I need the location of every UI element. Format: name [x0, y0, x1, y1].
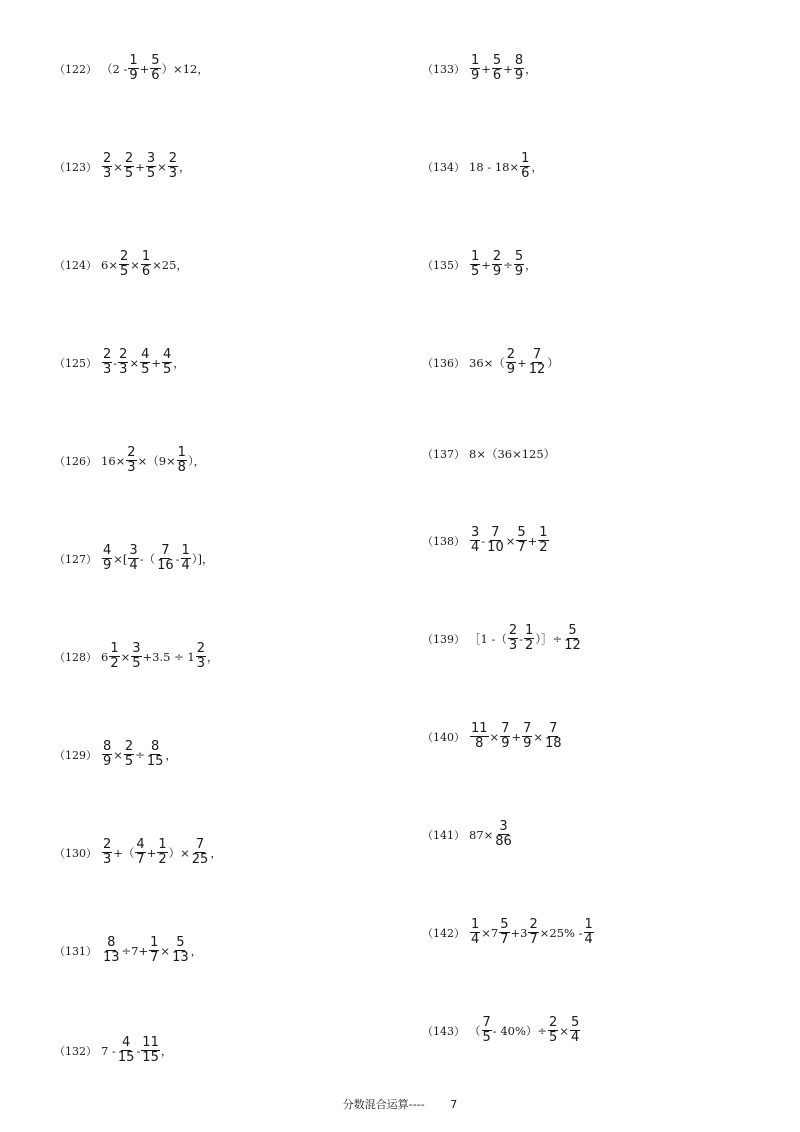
fraction-numerator: 2: [508, 623, 518, 638]
expression-text: ，: [525, 257, 537, 272]
problem-124: [54, 250, 188, 279]
fraction: [150, 54, 160, 83]
fraction-numerator: 1: [177, 445, 186, 460]
problem-125: [54, 348, 185, 377]
expression-text: +（: [113, 845, 135, 860]
fraction-denominator: 5: [124, 754, 134, 769]
fraction-numerator: 3: [146, 151, 156, 166]
fraction: [171, 936, 190, 965]
fraction-numerator: 3: [129, 543, 138, 558]
fraction-numerator: 11: [142, 1035, 159, 1050]
fraction: [146, 152, 156, 181]
fraction: [470, 918, 480, 947]
fraction-denominator: 9: [506, 362, 516, 377]
problem-number: （132）: [54, 1044, 97, 1058]
problem-number: （136）: [422, 356, 465, 370]
problem-number: （140）: [422, 730, 465, 744]
expression-text: +: [511, 729, 522, 744]
fraction: [528, 348, 547, 377]
expression-text: ，: [525, 61, 537, 76]
expression-text: ×: [505, 533, 516, 548]
fraction-numerator: 2: [492, 249, 502, 264]
problem-number: （133）: [422, 62, 465, 76]
fraction: [470, 722, 489, 751]
problem-137: [422, 446, 555, 462]
problem-number: （137）: [422, 448, 465, 461]
problem-123: [54, 152, 191, 181]
fraction: [140, 348, 150, 377]
problem-number: （124）: [54, 258, 97, 272]
fraction-denominator: 4: [181, 558, 190, 573]
problem-142: [422, 918, 595, 947]
fraction: [506, 348, 516, 377]
fraction-numerator: 1: [141, 249, 151, 264]
expression-text: 16×: [101, 453, 126, 468]
fraction: [181, 544, 191, 573]
fraction-numerator: 5: [500, 917, 509, 932]
problem-number: （130）: [54, 846, 97, 860]
problem-139: [422, 624, 583, 653]
problem-number: （138）: [422, 534, 465, 548]
fraction-numerator: 5: [176, 935, 185, 950]
problem-number: （135）: [422, 258, 465, 272]
problem-number: （143）: [422, 1024, 465, 1038]
fraction: [131, 642, 141, 671]
expression-text: +: [139, 61, 150, 76]
problem-number: （123）: [54, 160, 97, 174]
expression-text: ）×12，: [161, 61, 209, 76]
fraction-numerator: 2: [119, 347, 128, 362]
fraction-numerator: 2: [529, 917, 538, 932]
expression-text: ×: [113, 159, 123, 174]
problem-number: （142）: [422, 926, 465, 940]
expression-text: ，: [190, 943, 203, 958]
expression-text: ×7: [481, 925, 499, 940]
fraction-numerator: 2: [119, 249, 129, 264]
problem-134: [422, 152, 543, 181]
fraction-denominator: 2: [110, 656, 119, 671]
expression-text: ，: [160, 1043, 173, 1058]
fraction-numerator: 2: [127, 445, 136, 460]
problem-129: [54, 740, 177, 769]
fraction: [168, 152, 178, 181]
fraction-numerator: 1: [521, 151, 530, 166]
problem-number: （139）: [422, 632, 465, 646]
expression-text: ，: [165, 747, 177, 762]
expression-text: ×: [559, 1023, 569, 1038]
expression-text: - 40%）÷: [492, 1023, 548, 1038]
expression-text: -: [136, 1043, 141, 1058]
fraction-numerator: 7: [501, 721, 510, 736]
fraction: [118, 348, 128, 377]
fraction-denominator: 9: [492, 264, 502, 279]
fraction-numerator: 3: [132, 641, 141, 656]
fraction-denominator: 7: [517, 540, 526, 555]
fraction-numerator: 5: [514, 249, 524, 264]
fraction: [563, 624, 582, 653]
fraction: [584, 918, 594, 947]
fraction-denominator: 5: [163, 362, 172, 377]
fraction: [146, 740, 165, 769]
fraction: [524, 624, 534, 653]
fraction-denominator: 4: [471, 540, 480, 555]
problem-135: [422, 250, 537, 279]
expression-text: 7 -: [101, 1043, 116, 1058]
fraction-denominator: 3: [196, 656, 206, 671]
fraction-numerator: 2: [168, 151, 178, 166]
expression-text: 6×: [101, 257, 118, 272]
expression-text: ÷7+: [121, 943, 149, 958]
fraction-denominator: 9: [514, 68, 524, 83]
fraction-denominator: 5: [482, 1030, 491, 1045]
fraction-numerator: 5: [568, 623, 577, 638]
fraction: [570, 1016, 580, 1045]
fraction-numerator: 7: [532, 347, 542, 362]
fraction-denominator: 2: [525, 638, 534, 653]
fraction: [102, 544, 112, 573]
expression-text: ×（9×: [137, 453, 176, 468]
fraction: [548, 1016, 558, 1045]
fraction-numerator: 2: [103, 347, 112, 362]
problem-136: [422, 348, 559, 377]
expression-text: 87×: [469, 827, 494, 842]
fraction: [109, 642, 119, 671]
fraction-numerator: 2: [124, 739, 134, 754]
expression-text: ×: [130, 257, 140, 272]
expression-text: 8×（36×125）: [469, 447, 556, 461]
expression-text: +: [151, 355, 162, 370]
fraction: [128, 54, 138, 83]
expression-text: ）: [547, 355, 559, 370]
fraction-denominator: 3: [103, 852, 112, 867]
problem-130: [54, 838, 222, 867]
fraction-denominator: 5: [132, 656, 141, 671]
problem-number: （125）: [54, 356, 97, 370]
fraction-numerator: 8: [150, 739, 160, 754]
problem-140: [422, 722, 564, 751]
fraction-numerator: 11: [471, 721, 488, 736]
fraction-denominator: 8: [475, 736, 484, 751]
fraction-denominator: 9: [471, 68, 480, 83]
fraction-numerator: 2: [124, 151, 134, 166]
fraction: [486, 526, 505, 555]
page-footer: [0, 1096, 800, 1112]
fraction-denominator: 5: [146, 166, 156, 181]
expression-text: ，: [531, 159, 543, 174]
expression-text: ）］÷: [535, 631, 563, 646]
fraction-numerator: 1: [471, 249, 480, 264]
problem-126: [54, 446, 205, 475]
fraction: [157, 838, 167, 867]
expression-text: ÷: [135, 747, 145, 762]
fraction-denominator: 6: [521, 166, 530, 181]
expression-text: +3: [510, 925, 528, 940]
fraction: [149, 936, 159, 965]
problem-number: （127）: [54, 552, 97, 566]
problem-131: [54, 936, 202, 965]
fraction-denominator: 10: [487, 540, 504, 555]
fraction-denominator: 13: [172, 950, 189, 965]
fraction: [102, 348, 112, 377]
fraction: [514, 54, 524, 83]
fraction: [544, 722, 563, 751]
fraction-numerator: 5: [517, 525, 526, 540]
expression-text: +: [135, 159, 145, 174]
fraction-numerator: 8: [103, 739, 112, 754]
fraction-numerator: 8: [514, 53, 524, 68]
fraction-denominator: 3: [103, 166, 112, 181]
expression-text: ）×: [168, 845, 190, 860]
fraction-denominator: 18: [545, 736, 562, 751]
expression-text: ×: [113, 747, 123, 762]
expression-text: （: [469, 1023, 481, 1038]
fraction-numerator: 1: [584, 917, 593, 932]
expression-text: ×25，: [152, 257, 188, 272]
expression-text: -: [175, 551, 180, 566]
fraction-numerator: 7: [491, 525, 500, 540]
footer-title: 分数混合运算----: [342, 1098, 425, 1111]
fraction: [156, 544, 175, 573]
fraction-denominator: 3: [119, 362, 128, 377]
expression-text: ×: [160, 943, 171, 958]
fraction-numerator: 7: [523, 721, 532, 736]
problem-132: [54, 1036, 172, 1065]
fraction-numerator: 1: [181, 543, 190, 558]
fraction-numerator: 1: [158, 837, 167, 852]
fraction: [124, 152, 134, 181]
fraction: [470, 250, 480, 279]
fraction-denominator: 86: [495, 834, 512, 849]
problem-number: （122）: [54, 62, 97, 76]
expression-text: ×25% -: [539, 925, 583, 940]
expression-text: +: [517, 355, 527, 370]
fraction-denominator: 9: [514, 264, 524, 279]
fraction-denominator: 5: [471, 264, 480, 279]
fraction-denominator: 4: [471, 932, 480, 947]
expression-text: ，: [207, 649, 219, 664]
fraction-numerator: 7: [549, 721, 558, 736]
expression-text: ，: [179, 159, 191, 174]
problem-122: [54, 54, 209, 83]
problem-138: [422, 526, 550, 555]
fraction: [102, 740, 112, 769]
fraction: [514, 250, 524, 279]
problem-127: [54, 544, 214, 573]
fraction: [500, 722, 510, 751]
fraction-numerator: 7: [195, 837, 205, 852]
fraction: [528, 918, 538, 947]
expression-text: -: [481, 533, 486, 548]
fraction-denominator: 4: [129, 558, 138, 573]
fraction: [141, 1036, 160, 1065]
fraction-numerator: 4: [103, 543, 112, 558]
fraction-denominator: 6: [151, 68, 160, 83]
fraction-denominator: 5: [141, 362, 150, 377]
expression-text: 6: [101, 649, 109, 664]
fraction-denominator: 12: [564, 638, 581, 653]
fraction-numerator: 4: [121, 1035, 131, 1050]
fraction-denominator: 3: [127, 460, 136, 475]
expression-text: 36×（: [469, 355, 505, 370]
fraction-denominator: 4: [570, 1030, 580, 1045]
expression-text: ×[: [113, 551, 128, 566]
fraction-numerator: 1: [471, 53, 480, 68]
fraction: [482, 1016, 492, 1045]
fraction-numerator: 5: [570, 1015, 580, 1030]
page-number: 7: [450, 1098, 458, 1111]
fraction: [191, 838, 210, 867]
fraction: [470, 526, 480, 555]
expression-text: ，: [210, 845, 222, 860]
fraction-numerator: 1: [110, 641, 119, 656]
fraction-denominator: 12: [528, 362, 546, 377]
fraction-denominator: 5: [119, 264, 129, 279]
fraction-denominator: 3: [168, 166, 178, 181]
fraction-denominator: 3: [508, 638, 518, 653]
fraction: [117, 1036, 136, 1065]
fraction-numerator: 2: [103, 151, 112, 166]
fraction-numerator: 1: [539, 525, 548, 540]
problem-number: （129）: [54, 748, 97, 762]
expression-text: ［1 -（: [469, 631, 507, 646]
expression-text: ×: [157, 159, 167, 174]
fraction: [162, 348, 172, 377]
fraction-numerator: 3: [499, 819, 508, 834]
fraction-numerator: 2: [103, 837, 112, 852]
fraction-numerator: 4: [163, 347, 172, 362]
fraction: [499, 918, 509, 947]
fraction-denominator: 25: [191, 852, 209, 867]
fraction-denominator: 8: [177, 460, 186, 475]
fraction-denominator: 15: [117, 1050, 135, 1065]
fraction-denominator: 9: [103, 754, 112, 769]
fraction-denominator: 7: [529, 932, 538, 947]
fraction: [124, 740, 134, 769]
fraction: [520, 152, 530, 181]
fraction-numerator: 4: [141, 347, 150, 362]
problem-number: （128）: [54, 650, 97, 664]
expression-text: ），: [187, 453, 206, 468]
expression-text: -: [113, 355, 118, 370]
fraction-numerator: 3: [471, 525, 480, 540]
fraction-denominator: 3: [103, 362, 112, 377]
fraction: [128, 544, 138, 573]
fraction-denominator: 16: [157, 558, 174, 573]
fraction-numerator: 7: [161, 543, 170, 558]
expression-text: +: [146, 845, 157, 860]
fraction: [102, 152, 112, 181]
problem-143: [422, 1016, 581, 1045]
fraction: [177, 446, 187, 475]
fraction-denominator: 13: [103, 950, 120, 965]
expression-text: ×: [533, 729, 544, 744]
fraction-denominator: 15: [146, 754, 164, 769]
problem-number: （131）: [54, 944, 97, 958]
fraction: [492, 54, 502, 83]
fraction-denominator: 9: [103, 558, 112, 573]
fraction: [470, 54, 480, 83]
fraction-numerator: 1: [525, 623, 534, 638]
fraction: [126, 446, 136, 475]
fraction: [119, 250, 129, 279]
fraction-numerator: 5: [151, 53, 160, 68]
fraction-denominator: 7: [136, 852, 145, 867]
fraction: [522, 722, 532, 751]
fraction: [494, 820, 513, 849]
expression-text: -: [519, 631, 524, 646]
fraction-denominator: 6: [492, 68, 502, 83]
expression-text: +: [527, 533, 538, 548]
expression-text: ×: [489, 729, 500, 744]
fraction-denominator: 7: [500, 932, 509, 947]
expression-text: ，: [173, 355, 185, 370]
fraction: [492, 250, 502, 279]
fraction-denominator: 7: [150, 950, 159, 965]
problem-number: （134）: [422, 160, 465, 174]
fraction: [135, 838, 145, 867]
fraction-denominator: 2: [539, 540, 548, 555]
fraction: [102, 936, 121, 965]
fraction-numerator: 7: [482, 1015, 491, 1030]
fraction-denominator: 4: [584, 932, 593, 947]
expression-text: +: [503, 61, 513, 76]
expression-text: +: [481, 257, 491, 272]
fraction: [102, 838, 112, 867]
expression-text: +3.5 ÷ 1: [142, 649, 195, 664]
fraction: [196, 642, 206, 671]
fraction-numerator: 2: [549, 1015, 558, 1030]
fraction-denominator: 5: [549, 1030, 558, 1045]
problem-133: [422, 54, 537, 83]
fraction-denominator: 9: [523, 736, 532, 751]
fraction-denominator: 9: [501, 736, 510, 751]
expression-text: （2 -: [101, 61, 128, 76]
problem-number: （126）: [54, 454, 97, 468]
fraction-numerator: 2: [196, 641, 206, 656]
fraction: [516, 526, 526, 555]
problem-number: （141）: [422, 828, 465, 842]
problem-128: [54, 642, 219, 671]
expression-text: +: [481, 61, 491, 76]
fraction: [508, 624, 518, 653]
fraction-denominator: 9: [129, 68, 138, 83]
fraction-numerator: 1: [150, 935, 159, 950]
fraction-numerator: 2: [506, 347, 516, 362]
fraction-numerator: 1: [471, 917, 480, 932]
fraction-denominator: 5: [124, 166, 134, 181]
fraction-denominator: 15: [142, 1050, 159, 1065]
fraction: [538, 526, 548, 555]
fraction-denominator: 2: [158, 852, 167, 867]
expression-text: ×: [120, 649, 131, 664]
fraction-numerator: 8: [107, 935, 116, 950]
fraction-denominator: 6: [141, 264, 151, 279]
expression-text: 18 - 18×: [469, 159, 520, 174]
fraction-numerator: 4: [136, 837, 145, 852]
fraction-numerator: 1: [129, 53, 138, 68]
fraction: [141, 250, 151, 279]
expression-text: ÷: [503, 257, 513, 272]
fraction-numerator: 5: [492, 53, 502, 68]
expression-text: -（: [139, 551, 156, 566]
expression-text: ×: [129, 355, 140, 370]
expression-text: ）]，: [191, 551, 214, 566]
problem-141: [422, 820, 514, 849]
